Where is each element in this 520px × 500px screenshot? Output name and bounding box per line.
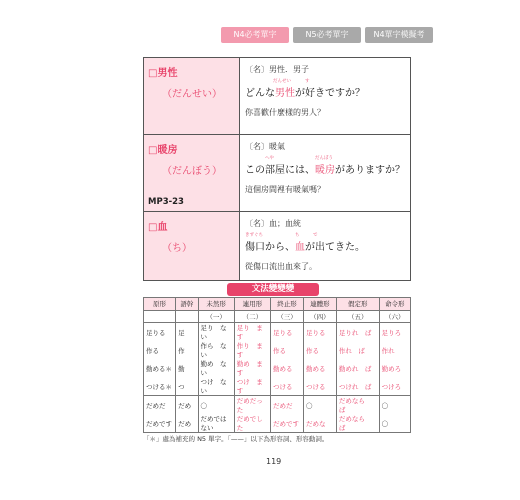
sentence-highlight: 血 bbox=[295, 242, 305, 253]
conjugation-number-row bbox=[144, 310, 411, 323]
conjugation-cell: だめなら ば bbox=[336, 396, 379, 415]
conjugation-cell: 作 bbox=[176, 341, 198, 359]
conjugation-cell: 勤 bbox=[176, 359, 198, 377]
vocab-translation: 你喜歡什麼樣的男人？ bbox=[245, 108, 325, 117]
vocab-row bbox=[144, 58, 410, 134]
vocab-detail-cell bbox=[240, 58, 410, 134]
header-cell: 命令形 bbox=[379, 298, 410, 311]
conjugation-row bbox=[144, 396, 411, 415]
conjugation-cell: 作れ ば bbox=[336, 341, 379, 359]
vocab-sentence bbox=[245, 79, 405, 99]
header-cell: 連體形 bbox=[303, 298, 336, 311]
sentence-pre: 傷口から、 bbox=[245, 242, 295, 253]
vocab-pos: 〔名〕暖氣 bbox=[245, 142, 285, 151]
furigana: ち bbox=[295, 233, 300, 238]
header-cell: 原形 bbox=[144, 298, 176, 311]
conjugation-cell: 〇 bbox=[303, 396, 336, 415]
conjugation-cell: だめなら ば bbox=[336, 414, 379, 433]
vocab-sentence bbox=[245, 156, 405, 176]
conjugation-cell: 足りれ ば bbox=[336, 323, 379, 342]
conjugation-cell: 勤める bbox=[303, 359, 336, 377]
number-cell bbox=[176, 310, 198, 323]
conjugation-cell: 足りる bbox=[270, 323, 303, 342]
conjugation-cell: 勤めれ ば bbox=[336, 359, 379, 377]
conjugation-cell: 〇 bbox=[198, 396, 234, 415]
vocab-translation: 這個房間裡有暖氣嗎？ bbox=[245, 185, 325, 194]
conjugation-cell: だめだ bbox=[144, 396, 176, 415]
conjugation-cell: 勤め ない bbox=[198, 359, 234, 377]
furigana: だんぼう bbox=[315, 156, 333, 161]
vocab-pos: 〔名〕男性．男子 bbox=[245, 65, 309, 74]
conjugation-cell: だめな bbox=[303, 414, 336, 433]
furigana: で bbox=[313, 233, 318, 238]
sentence-highlight: 男性 bbox=[275, 88, 295, 99]
vocab-table bbox=[143, 57, 411, 281]
conjugation-cell: つけ ない bbox=[198, 377, 234, 396]
sentence-post: がありますか？ bbox=[335, 165, 405, 176]
grammar-section-title: 文法變變變 bbox=[227, 283, 319, 296]
vocab-detail-cell bbox=[240, 135, 410, 211]
conjugation-cell: だめでは ない bbox=[198, 414, 234, 433]
conjugation-cell: 作れ bbox=[379, 341, 410, 359]
sentence-post: が好きですか？ bbox=[295, 88, 365, 99]
conjugation-cell: だめだった bbox=[234, 396, 270, 415]
tab-n4-mock-exam[interactable]: N4單字模擬考題 bbox=[365, 27, 433, 43]
vocab-pos: 〔名〕血；血統 bbox=[245, 219, 301, 228]
vocab-word: □血 bbox=[148, 222, 168, 233]
header-cell: 終止形 bbox=[270, 298, 303, 311]
conjugation-cell: つける bbox=[270, 377, 303, 396]
conjugation-cell: だめ bbox=[176, 396, 198, 415]
vocab-row bbox=[144, 134, 410, 211]
conjugation-header-row bbox=[144, 298, 411, 311]
conjugation-cell: 勤め ます bbox=[234, 359, 270, 377]
conjugation-cell: つける＊ bbox=[144, 377, 176, 396]
vocab-detail-cell bbox=[240, 212, 410, 280]
vocab-sentence bbox=[245, 233, 405, 253]
vocab-word-cell bbox=[144, 135, 240, 211]
vocab-word-cell bbox=[144, 58, 240, 134]
vocab-reading: （ち） bbox=[162, 243, 192, 254]
conjugation-cell: 足 bbox=[176, 323, 198, 342]
header-cell: 連用形 bbox=[234, 298, 270, 311]
conjugation-row bbox=[144, 359, 411, 377]
conjugation-cell: 足り ます bbox=[234, 323, 270, 342]
conjugation-cell: 作る bbox=[144, 341, 176, 359]
mp3-label: MP3-23 bbox=[148, 197, 184, 207]
conjugation-cell: 作る bbox=[303, 341, 336, 359]
tab-n5-vocab[interactable]: N5必考單字 bbox=[293, 27, 361, 43]
conjugation-cell: だめだ bbox=[270, 396, 303, 415]
conjugation-cell: 足りる bbox=[144, 323, 176, 342]
number-cell: （二） bbox=[234, 310, 270, 323]
vocab-word: □男性 bbox=[148, 68, 178, 79]
conjugation-cell: だめです bbox=[144, 414, 176, 433]
conjugation-cell: 勤める＊ bbox=[144, 359, 176, 377]
conjugation-cell: つけれ ば bbox=[336, 377, 379, 396]
conjugation-row bbox=[144, 323, 411, 342]
conjugation-cell: 〇 bbox=[379, 396, 410, 415]
header-cell: 假定形 bbox=[336, 298, 379, 311]
furigana: す bbox=[305, 79, 310, 84]
conjugation-cell: 勤めろ bbox=[379, 359, 410, 377]
vocab-word-cell bbox=[144, 212, 240, 280]
conjugation-cell: 〇 bbox=[379, 414, 410, 433]
conjugation-cell: だめです bbox=[270, 414, 303, 433]
page-number: 119 bbox=[266, 457, 282, 466]
header-cell: 語幹 bbox=[176, 298, 198, 311]
conjugation-table bbox=[143, 297, 411, 433]
number-cell: （五） bbox=[336, 310, 379, 323]
vocab-reading: （だんぼう） bbox=[162, 166, 222, 177]
furigana: だんせい bbox=[273, 79, 291, 84]
sentence-pre: どんな bbox=[245, 88, 275, 99]
conjugation-cell: 勤める bbox=[270, 359, 303, 377]
furigana: きずぐち bbox=[245, 233, 263, 238]
conjugation-row bbox=[144, 341, 411, 359]
sentence-post: が出てきた。 bbox=[305, 242, 365, 253]
conjugation-body bbox=[144, 310, 411, 433]
tab-n4-vocab[interactable]: N4必考單字 bbox=[221, 27, 289, 43]
conjugation-cell: つけ ます bbox=[234, 377, 270, 396]
tab-bar bbox=[221, 27, 433, 55]
vocab-word: □暖房 bbox=[148, 145, 178, 156]
conjugation-cell: 足りる bbox=[303, 323, 336, 342]
conjugation-cell: 作る bbox=[270, 341, 303, 359]
conjugation-cell: だめ bbox=[176, 414, 198, 433]
number-cell: （六） bbox=[379, 310, 410, 323]
conjugation-cell: 足りろ bbox=[379, 323, 410, 342]
conjugation-cell: つける bbox=[303, 377, 336, 396]
conjugation-cell: 作り ます bbox=[234, 341, 270, 359]
vocab-row bbox=[144, 211, 410, 280]
number-cell bbox=[144, 310, 176, 323]
conjugation-cell: つ bbox=[176, 377, 198, 396]
conjugation-cell: 足り ない bbox=[198, 323, 234, 342]
vocab-translation: 從傷口流出血來了。 bbox=[245, 262, 317, 271]
header-cell: 未然形 bbox=[198, 298, 234, 311]
sentence-pre: この部屋には、 bbox=[245, 165, 315, 176]
vocab-reading: （だんせい） bbox=[162, 89, 222, 100]
conjugation-cell: つけろ bbox=[379, 377, 410, 396]
sentence-highlight: 暖房 bbox=[315, 165, 335, 176]
conjugation-cell: だめでした bbox=[234, 414, 270, 433]
number-cell: （三） bbox=[270, 310, 303, 323]
furigana: へや bbox=[265, 156, 274, 161]
footnote: 「＊」處為補充的 N5 單字。「——」以下為形容詞、形容動詞。 bbox=[143, 435, 329, 443]
conjugation-row bbox=[144, 377, 411, 396]
number-cell: （四） bbox=[303, 310, 336, 323]
conjugation-cell: 作ら ない bbox=[198, 341, 234, 359]
conjugation-row bbox=[144, 414, 411, 433]
number-cell: （一） bbox=[198, 310, 234, 323]
